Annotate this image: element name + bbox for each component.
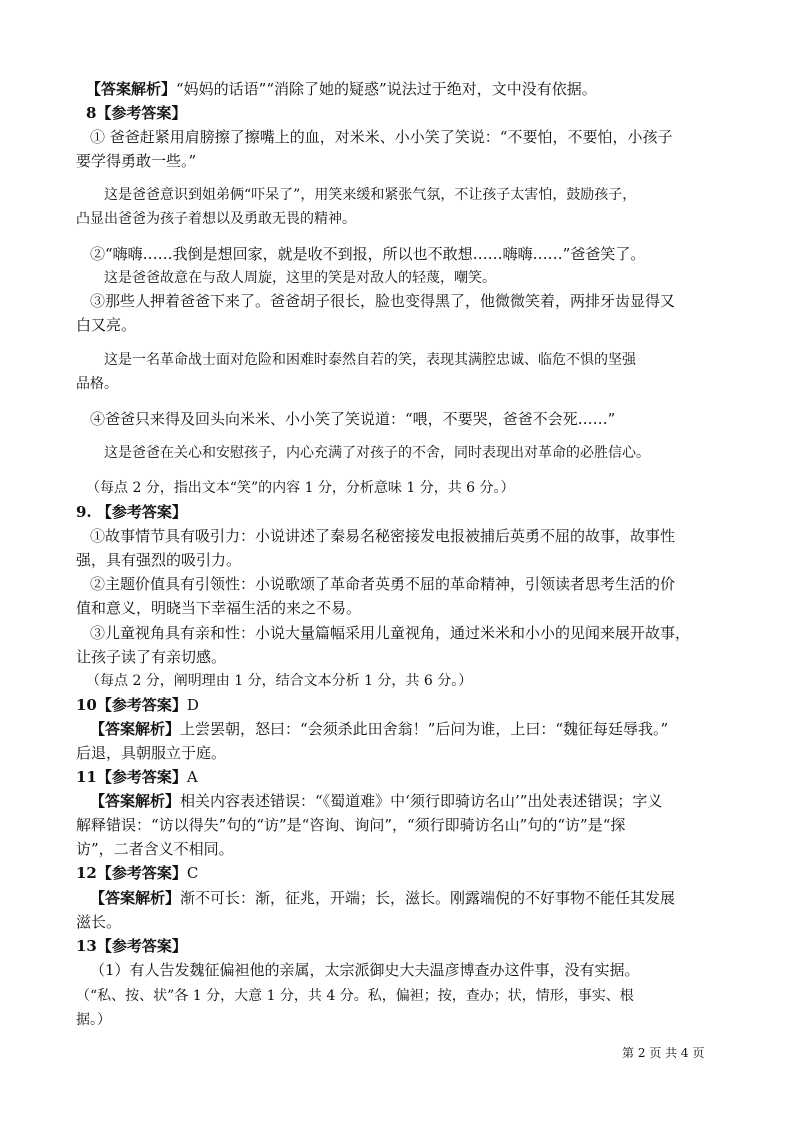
- q11-answer: 11【参考答案】A: [76, 768, 198, 786]
- q9-point-1-line-1: ①故事情节具有吸引力：小说讲述了秦易名秘密接发电报被捕后英勇不屈的故事，故事性: [90, 527, 676, 545]
- q11-analysis-line-3: 访”，二者含义不相同。: [76, 840, 234, 858]
- q9-point-2-line-1: ②主题价值具有引领性：小说歌颂了革命者英勇不屈的革命精神，引领读者思考生活的价: [90, 575, 676, 593]
- q10-analysis-line-2: 后退，具朝服立于庭。: [76, 744, 227, 762]
- q12-analysis-line-2: 滋长。: [76, 913, 122, 931]
- q8-explain-3-line-1: 这是一名革命战士面对危险和困难时泰然自若的笑，表现其满腔忠诚、临危不惧的坚强: [104, 352, 636, 368]
- q9-point-1-line-2: 强，具有强烈的吸引力。: [76, 551, 242, 569]
- q9-scoring-note: （每点 2 分，阐明理由 1 分，结合文本分析 1 分，共 6 分。）: [86, 673, 473, 689]
- q10-answer: 10【参考答案】D: [76, 696, 199, 714]
- q8-quote-4: ④爸爸只来得及回头向米米、小小笑了笑说道：“喂，不要哭，爸爸不会死……”: [90, 410, 616, 428]
- q8-explain-4: 这是爸爸在关心和安慰孩子，内心充满了对孩子的不舍，同时表现出对革命的必胜信心。: [104, 445, 650, 461]
- q9-heading: 9. 【参考答案】: [76, 503, 187, 521]
- q8-quote-2: ②“嗨嗨……我倒是想回家，就是收不到报，所以也不敢想……嗨嗨……”爸爸笑了。: [90, 245, 646, 263]
- q13-translation-1: （1）有人告发魏征偏袒他的亲属，太宗派御史大夫温彦博查办这件事，没有实据。: [90, 961, 640, 979]
- q12-analysis-line-1: 【答案解析】渐不可长：渐，征兆，开端；长，滋长。刚露端倪的不好事物不能任其发展: [90, 889, 676, 907]
- q9-point-3-line-2: 让孩子读了有亲切感。: [76, 648, 227, 666]
- q8-quote-1-line-1: ① 爸爸赶紧用肩膀擦了擦嘴上的血，对米米、小小笑了笑说：“不要怕，不要怕，小孩子: [90, 128, 673, 146]
- q8-quote-1-line-2: 要学得勇敢一些。”: [76, 152, 197, 170]
- q13-scoring-note-line-2: 据。）: [76, 1012, 111, 1028]
- q8-explain-2: 这是爸爸故意在与敌人周旋，这里的笑是对敌人的轻蔑，嘲笑。: [104, 270, 496, 286]
- q8-quote-3-line-2: 白又亮。: [76, 316, 137, 334]
- page-number-footer: 第 2 页 共 4 页: [622, 1046, 705, 1060]
- q7-analysis-line: 【答案解析】“妈妈的话语”“消除了她的疑惑”说法过于绝对，文中没有依据。: [86, 80, 597, 98]
- q13-scoring-note-line-1: （“私、按、状”各 1 分，大意 1 分，共 4 分。私，偏袒；按，查办；状，情形，事实、根: [76, 988, 634, 1004]
- q8-scoring-note: （每点 2 分，指出文本“笑”的内容 1 分，分析意味 1 分，共 6 分。）: [86, 480, 515, 496]
- q11-analysis-line-1: 【答案解析】相关内容表述错误：“《蜀道难》中‘须行即骑访名山’”出处表述错误；字义: [90, 792, 663, 810]
- q8-heading: 8【参考答案】: [86, 104, 187, 122]
- q11-analysis-line-2: 解释错误：“访以得失”句的“访”是“咨询、询问”，“须行即骑访名山”句的“访”是“探: [76, 816, 626, 834]
- q9-point-2-line-2: 值和意义，明晓当下幸福生活的来之不易。: [76, 599, 362, 617]
- q13-heading: 13【参考答案】: [76, 937, 187, 955]
- q8-quote-3-line-1: ③那些人押着爸爸下来了。爸爸胡子很长，脸也变得黑了，他微微笑着，两排牙齿显得又: [90, 292, 676, 310]
- q10-analysis-line-1: 【答案解析】上尝罢朝，怒曰：“会须杀此田舍翁！”后问为谁，上曰：“魏征每廷辱我。”: [90, 720, 669, 738]
- q8-explain-3-line-2: 品格。: [76, 376, 118, 392]
- q12-answer: 12【参考答案】C: [76, 864, 199, 882]
- q9-point-3-line-1: ③儿童视角具有亲和性：小说大量篇幅采用儿童视角，通过米米和小小的见闻来展开故事，: [90, 624, 691, 642]
- q8-explain-1-line-2: 凸显出爸爸为孩子着想以及勇敢无畏的精神。: [76, 211, 356, 227]
- q8-explain-1-line-1: 这是爸爸意识到姐弟俩“吓呆了”，用笑来缓和紧张气氛，不让孩子太害怕，鼓励孩子，: [104, 187, 637, 203]
